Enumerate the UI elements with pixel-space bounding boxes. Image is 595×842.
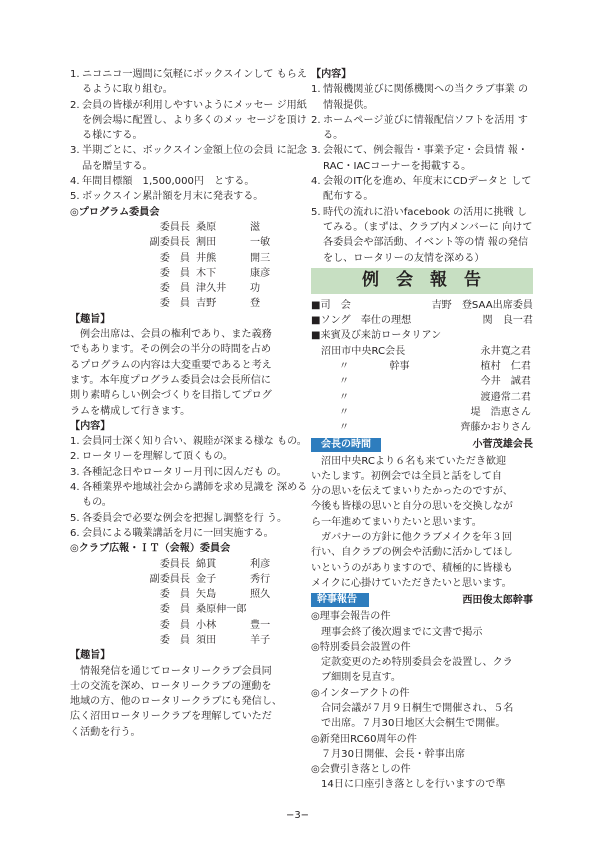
paragraph-line: 分の思いを伝えてまいりたかったのですが、 [311,486,513,498]
member-role: 委 員 [159,604,190,616]
list-number: 5. [70,191,80,203]
list-number: 1. [311,84,321,96]
guest-name: 渡邉常二君 [480,391,531,403]
report-label: ■ソング 奉仕の理想 [311,315,412,327]
paragraph-line: 地域の方、他のロータリークラブにも発信し、 [70,696,282,708]
paragraph-line: く活動を行う。 [70,726,141,738]
list-number: 2. [70,99,80,111]
president-time-badge: 会長の時間 [311,438,381,452]
paragraph-line: 情報発信を通じてロータリークラブ会員同 [80,665,272,677]
left-column [70,67,310,740]
member-role: 委 員 [159,298,190,310]
member-surname: 桑原伸一郎 [196,604,247,616]
list-text: 会員による職業講話を月に一回実施する。 [82,527,274,539]
list-item [70,526,310,541]
contents-heading: 【内容】 [70,420,111,432]
paragraph-line: ガバナーの方針に他クラブメイクを年３回 [321,532,512,544]
list-text: 情報機関並びに関係機関への当クラブ事業 の情報提供。 [323,84,529,111]
member-given-name: 功 [250,283,261,295]
guest-row [311,420,533,435]
paragraph-line: いというのがありますので、積極的に皆様も [311,562,513,574]
member-role: 副委員長 [149,573,190,585]
paragraph-line: 則り素晴らしい例会づくりを目指してプログ [70,390,272,402]
member-surname: 矢島 [196,589,217,601]
member-given-name: 滋 [250,221,261,233]
member-role: 委 員 [159,634,190,646]
list-item [70,449,310,464]
list-number: 6. [70,527,80,539]
list-text: 各委員会で必要な例会を把握し調整を行 う。 [82,512,288,524]
purpose-paragraph-2 [70,664,310,740]
secretary-item-line: 14日に口座引き落としを行いますので準 [321,779,506,791]
secretary-report-badge: 幹事報告 [311,593,369,607]
paragraph-line: 今後も皆様の思いと自分の思いを交換しなが [311,501,513,513]
report-value: 吉野 登SAA出席委員 [431,299,533,311]
club-pr-committee-title: ◎クラブ広報・ＩＴ（会報）委員会 [70,543,231,555]
list-number: 2. [311,114,321,126]
member-surname: 金子 [196,573,217,585]
list-text: 会員同士深く知り合い、親睦が深まる様な もの。 [82,436,307,448]
club-pr-committee-roster [70,557,286,649]
list-text: 会員の皆様が利用しやすいようにメッセー ジ用紙を例会場に配置し、より多くのメッ セージを頂ける様にする。 [82,99,307,142]
program-committee-title: ◎プログラム委員会 [70,206,160,218]
purpose-paragraph [70,327,310,419]
paragraph-line: 例会出席は、会員の権利であり、また義務 [80,329,272,341]
list-item [70,465,310,480]
list-item [70,143,310,174]
paragraph-line: メイクに心掛けていただきたいと思います。 [311,577,512,589]
paragraph-line: 沼田中央RCより６名も来ていただき歓迎 [321,455,507,467]
list-number: 4. [70,482,80,494]
secretary-item-line: ７月30日開催、会長・幹事出席 [321,748,466,760]
list-item [311,113,533,144]
member-surname: 割田 [196,237,217,249]
guest-row [311,374,533,389]
secretary-item-line: ブ細則を見直す。 [321,672,401,684]
guest-row [311,390,533,405]
president-name: 小菅茂雄会長 [472,438,533,450]
member-given-name: 登 [250,298,261,310]
list-text: 時代の流れに沿いfacebook の活用に挑戦 してみる。（まずは、クラブ内メンバーに 向けて各委員会や部活動、イベント等の情 報の発信をし、ロータリーの友情を深める） [323,206,533,264]
member-surname: 小林 [196,619,217,631]
report-label: ■司 会 [311,299,351,311]
member-given-name: 秀行 [250,573,271,585]
pr-contents-list [311,82,533,266]
paragraph-line: ラムを構成して行きます。 [70,405,191,417]
list-number: 5. [311,206,321,218]
paragraph-line: ます。本年度プログラム委員会は会長所信に [70,374,271,386]
guest-club: 〃 幹事 [339,361,410,373]
list-number: 2. [70,451,80,463]
paragraph-line: でもあります。その例会の半分の時間を占め [70,344,272,356]
guest-name: 今井 誠君 [480,376,531,388]
member-surname: 吉野 [196,298,217,310]
member-role: 委 員 [159,252,190,264]
secretary-item-heading: ◎特別委員会設置の件 [311,641,411,653]
list-item [70,434,310,449]
guest-club: 〃 [339,406,350,418]
visiting-rotarians-list [311,344,533,436]
member-role: 委員長 [159,558,190,570]
member-given-name: 利彦 [250,558,271,570]
member-surname: 津久井 [196,283,227,295]
member-role: 委 員 [159,619,190,631]
list-number: 4. [311,176,321,188]
list-text: ニコニコ一週間に気軽にボックスインして もらえるように取り組む。 [82,69,307,96]
paragraph-line: 士の交流を深め、ロータリークラブの運動を [70,680,272,692]
list-number: 4. [70,176,80,188]
member-surname: 綿貫 [196,558,217,570]
list-number: 5. [70,512,80,524]
member-surname: 井熊 [196,252,217,264]
member-role: 委 員 [159,283,190,295]
list-item [70,511,310,526]
program-committee-roster [70,220,286,312]
meeting-report-banner: 例会報告 [311,268,533,294]
guest-club: 〃 [339,391,350,403]
list-item [311,82,533,113]
guest-name: 永井寛之君 [480,345,531,357]
secretary-item-line: 理事会終了後次週までに文書で掲示 [321,626,483,638]
page-number: −3− [285,810,310,821]
secretary-report-items [311,609,533,793]
president-section-header [311,437,533,453]
list-item [70,174,310,189]
list-text: ホームページ並びに情報配信ソフトを活用 する。 [323,114,528,142]
member-given-name: 照久 [250,589,271,601]
secretary-item-heading: ◎インターアクトの件 [311,687,410,699]
list-text: ロータリーを理解して頂くもの。 [82,451,234,463]
paragraph-line: いたします。初例会では全員と話をして自 [311,470,502,482]
list-item [70,67,310,98]
list-item [70,98,310,144]
report-row [311,313,533,328]
list-number: 1. [70,69,80,80]
list-text: 各種業界や地域社会から講師を求め見識を 深めるもの。 [82,482,308,509]
member-given-name [250,602,286,617]
secretary-name: 西田俊太郎幹事 [462,594,533,606]
list-number: 3. [311,145,321,157]
box-in-plan-list [70,67,310,205]
guest-name: 齊藤かおりさん [460,422,531,434]
member-given-name: 康彦 [250,267,271,279]
guest-row [311,359,533,374]
purpose-heading-2: 【趣旨】 [70,650,111,662]
member-given-name: 豊一 [250,619,271,631]
secretary-item-line: 定款変更のため特別委員会を設置し、クラ [321,657,513,669]
list-number: 3. [70,145,80,157]
member-given-name: 羊子 [250,634,271,646]
purpose-heading: 【趣旨】 [70,313,111,325]
right-column [311,67,533,793]
list-item [311,143,533,174]
secretary-section-header [311,592,533,608]
report-label: ■来賓及び来訪ロータリアン [311,330,442,342]
member-role: 委 員 [159,267,190,279]
paragraph-line: るプログラムの内容は大変重要であると考え [70,359,272,371]
secretary-item-heading: ◎理事会報告の件 [311,611,391,623]
paragraph-line: 行い、自クラブの例会や活動に活かしてほし [311,547,513,559]
report-row [311,298,533,313]
member-given-name: 一敏 [250,237,271,249]
member-role: 委 員 [159,589,190,601]
list-text: 各種記念日やロータリー月刊に因んだも の。 [82,466,287,478]
member-role: 副委員長 [149,237,190,249]
guest-row [311,344,533,359]
list-item [311,205,533,266]
member-surname: 木下 [196,267,217,279]
report-value: 関 良一君 [482,315,533,327]
meeting-report-list [311,298,533,344]
guest-club: 沼田市中央RC会長 [321,345,406,357]
member-given-name: 開三 [250,252,271,264]
report-row [311,328,533,343]
list-item [311,174,533,205]
list-text: 年間目標額 1,500,000円 とする。 [82,176,255,188]
program-contents-list [70,434,310,541]
list-number: 3. [70,466,80,478]
list-item [70,189,310,204]
president-remarks [311,454,533,592]
secretary-item-line: で出席。７月30日地区大会桐生で開催。 [321,718,506,730]
secretary-item-heading: ◎新発田RC60周年の件 [311,733,417,745]
guest-club: 〃 [339,376,350,388]
list-number: 1. [70,436,80,448]
secretary-item-heading: ◎会費引き落としの件 [311,764,411,776]
list-text: 会報のIT化を進め、年度末にCDデータと して配布する。 [323,176,532,203]
list-text: 会報にて、例会報告・事業予定・会員情 報・RAC・IACコーナーを掲載する。 [323,145,528,172]
paragraph-line: ら一年進めてまいりたいと思います。 [311,516,482,528]
contents-heading-right: 【内容】 [311,69,352,80]
member-surname: 須田 [196,634,217,646]
guest-name: 植村 仁君 [480,361,531,373]
paragraph-line: 広く沼田ロータリークラブを理解していただ [70,711,272,723]
secretary-item-line: 合同会議が７月９日桐生で開催され、５名 [321,702,514,714]
guest-club: 〃 [339,422,350,434]
list-item [70,480,310,511]
list-text: ボックスイン累計額を月末に発表する。 [82,191,264,203]
member-surname: 桑原 [196,221,217,233]
list-text: 半期ごとに、ボックスイン金額上位の会員 に記念品を贈呈する。 [82,145,307,172]
guest-row [311,405,533,420]
member-role: 委員長 [159,221,190,233]
guest-name: 堤 浩恵さん [470,406,531,418]
